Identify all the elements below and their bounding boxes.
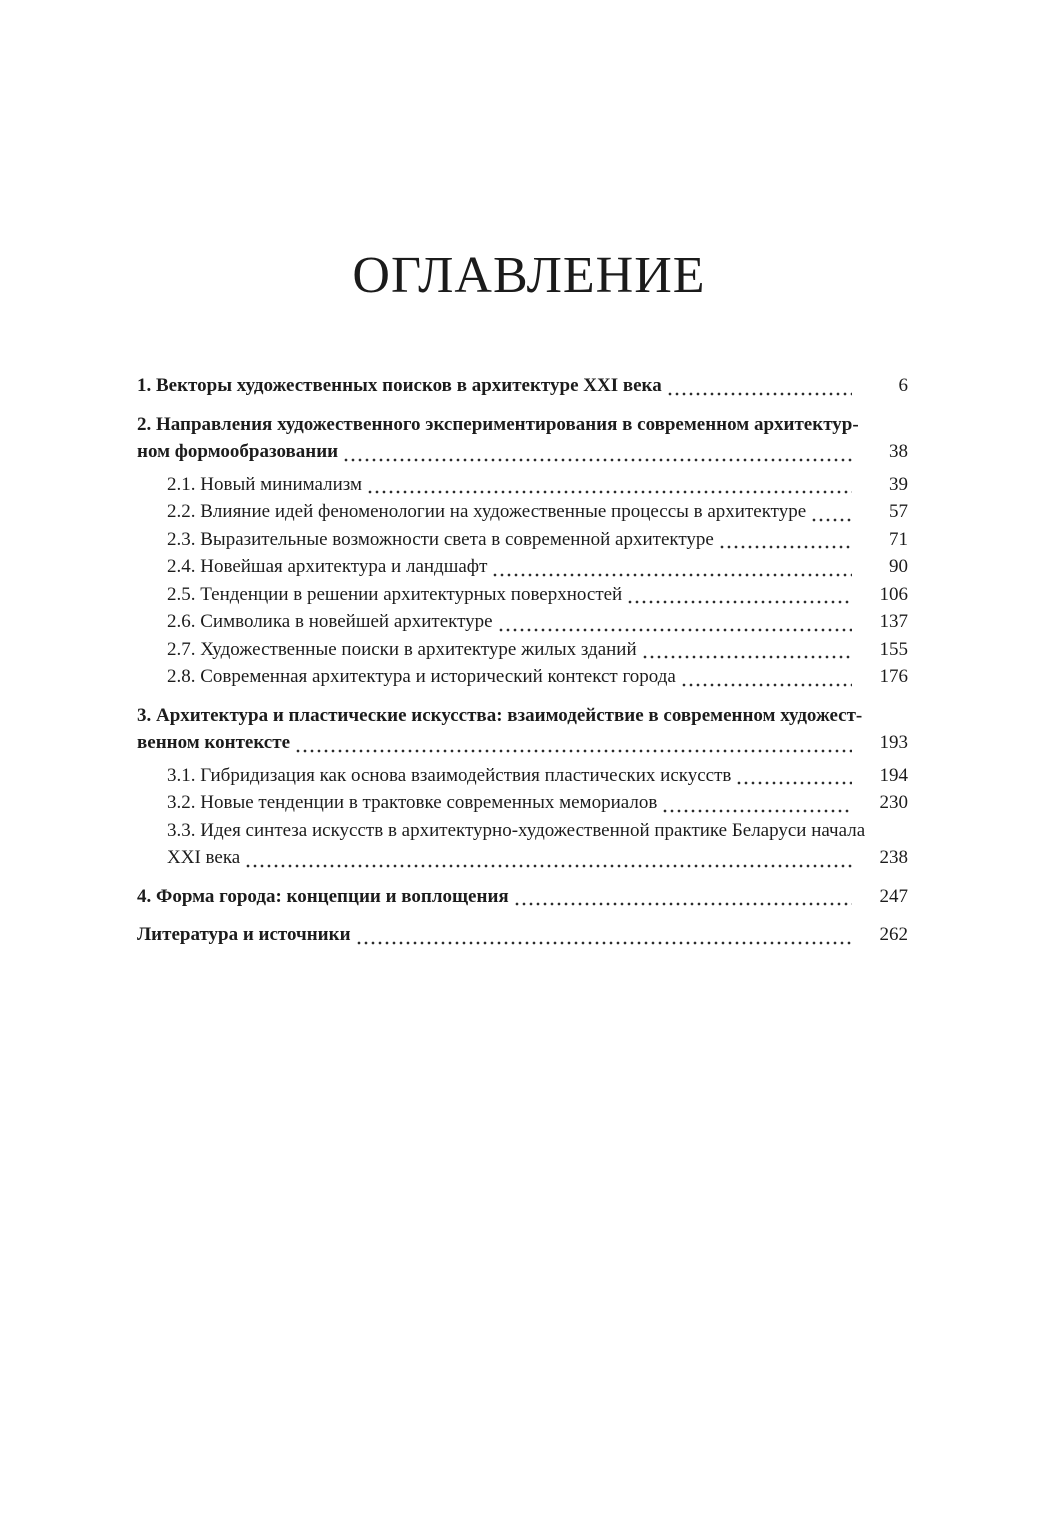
toc-entry [137,817,908,872]
toc-page-number: 57 [889,501,908,522]
toc-entry-text: венном контексте [137,732,291,753]
toc-entry-last-line [167,789,908,817]
dot-leader [663,809,852,813]
toc-entry-text: 4. Форма города: концепции и воплощения [137,885,509,907]
dot-leader [668,392,852,396]
toc-entry [137,921,908,949]
toc-entry [137,702,908,757]
dot-leader [246,864,852,868]
toc-entry-text: 2.6. Символика в новейшей архитектуре [167,611,493,632]
toc-page-number: 247 [879,885,908,907]
dot-leader [643,655,852,659]
toc-entry-last-line [167,526,908,554]
dot-leader [344,458,852,462]
toc-entry-last-line [137,729,908,757]
toc-page-number: 137 [879,611,908,632]
toc-entry [137,636,908,664]
toc-page-number: 90 [889,556,908,577]
toc-page-number: 38 [889,441,908,462]
toc-entry-text: 2.3. Выразительные возможности света в современной архитектуре [167,528,714,550]
dot-leader [682,683,852,687]
toc-entry-line: 2. Направления художественного экспериментирования в современном архитектур- [137,413,859,435]
toc-page-number: 262 [879,924,908,945]
toc-entry-text: 3.1. Гибридизация как основа взаимодействия пластических искусств [167,764,732,786]
toc-entry [137,498,908,526]
dot-leader [628,600,852,604]
toc-entry-text: Литература и источники [137,924,351,945]
toc-entry-text: 2.2. Влияние идей феноменологии на художественные процессы в архитектуре [167,501,807,522]
toc-entry-last-line [137,372,908,400]
dot-leader [368,490,852,494]
dot-leader [515,902,852,906]
toc-page-number: 193 [879,732,908,753]
toc-entry-line: 3. Архитектура и пластические искусства: взаимодействие в современном художест- [137,704,863,726]
toc-entry-line: 3.3. Идея синтеза искусств в архитектурно-художественной практике Беларуси начала [167,819,866,841]
toc-entry [137,883,908,911]
toc-page-number: 176 [879,666,908,687]
dot-leader [812,518,852,522]
toc-entry [137,663,908,691]
dot-leader [720,545,852,549]
toc-entry-text: 2.5. Тенденции в решении архитектурных поверхностей [167,583,623,605]
toc-entry-last-line [167,498,908,526]
toc-entry-last-line [167,844,908,872]
toc-entry [137,526,908,554]
toc-entry [137,471,908,499]
toc-entry-last-line [167,762,908,790]
toc-entry-last-line [167,553,908,581]
toc-entry-last-line [167,663,908,691]
toc-entry-text: 2.4. Новейшая архитектура и ландшафт [167,556,488,577]
dot-leader [357,941,852,945]
toc-entry [137,553,908,581]
dot-leader [493,573,852,577]
toc-entry-text: 2.8. Современная архитектура и исторический контекст города [167,666,676,687]
toc-page-number: 230 [879,792,908,813]
toc-list [137,372,908,949]
toc-page-number: 106 [879,583,908,605]
toc-entry [137,608,908,636]
toc-entry-last-line [167,608,908,636]
toc-page-number: 238 [879,847,908,868]
toc-entry [137,581,908,609]
dot-leader [499,628,852,632]
toc-entry-last-line [137,438,908,466]
toc-entry-text: 2.1. Новый минимализм [167,473,363,495]
toc-entry-last-line [167,471,908,499]
toc-entry-last-line [137,883,908,911]
toc-entry-text: ном формообразовании [137,441,339,462]
dot-leader [296,749,852,753]
toc-entry [137,372,908,400]
toc-entry-text: 1. Векторы художественных поисков в архитектуре XXI века [137,375,662,396]
toc-page-number: 194 [879,764,908,786]
page-title: ОГЛАВЛЕНИЕ [352,247,706,304]
toc-entry [137,789,908,817]
toc-entry-text: XXI века [167,847,241,868]
toc-page-number: 39 [889,473,908,495]
toc-page-number: 71 [889,528,908,550]
toc-entry-text: 2.7. Художественные поиски в архитектуре жилых зданий [167,638,637,660]
toc-entry [137,411,908,466]
toc-entry-last-line [167,581,908,609]
toc-page-number: 155 [879,638,908,660]
toc-entry-last-line [167,636,908,664]
dot-leader [737,781,852,785]
toc-entry [137,762,908,790]
toc-page-number: 6 [898,375,908,396]
toc-entry-last-line [137,921,908,949]
toc-entry-text: 3.2. Новые тенденции в трактовке современных мемориалов [167,792,658,813]
